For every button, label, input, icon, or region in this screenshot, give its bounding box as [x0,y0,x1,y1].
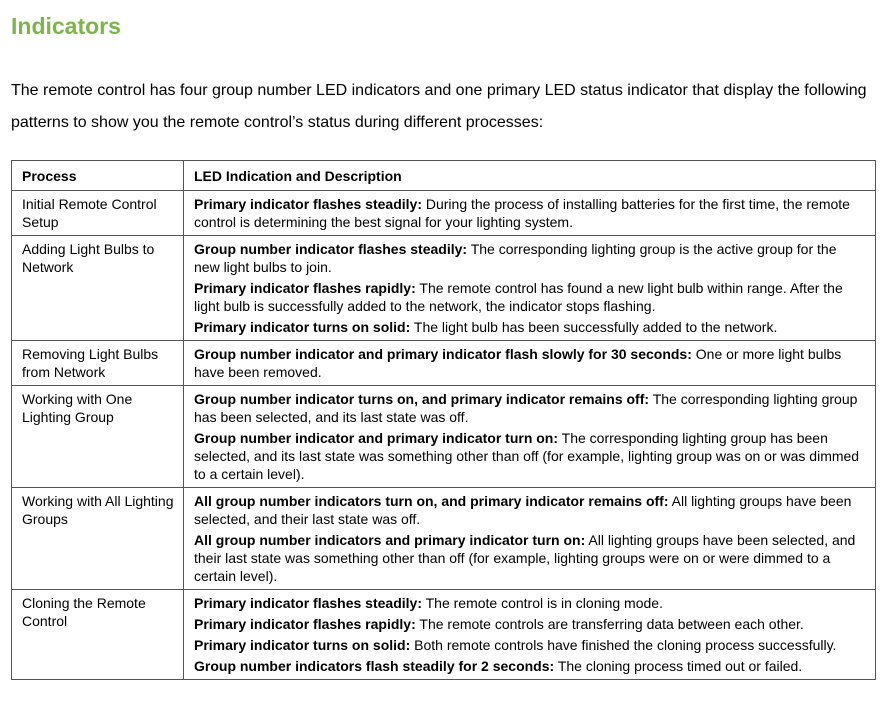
table-row [12,590,876,680]
indicator-pattern: Primary indicator flashes rapidly: [194,616,416,632]
table-row [12,191,876,236]
indicator-description: The remote controls are transferring data between each other. [415,616,804,632]
indicator-description: All lighting groups have been selected, and their last state was off. [194,493,852,527]
indicator-entry [194,492,866,528]
process-cell: Initial Remote Control Setup [12,191,184,236]
indicator-pattern: Group number indicators flash steadily for 2 seconds: [194,658,555,674]
indicator-pattern: All group number indicators and primary indicator turn on: [194,532,586,548]
indicator-description: During the process of installing batteries for the first time, the remote control is determining the best signal for your lighting system. [194,196,850,230]
description-cell [184,488,876,590]
indicator-entry [194,240,866,276]
indicator-description: One or more light bulbs have been removed. [194,346,842,380]
process-cell: Adding Light Bulbs to Network [12,236,184,341]
indicator-description: The cloning process timed out or failed. [554,658,803,674]
process-cell: Removing Light Bulbs from Network [12,341,184,386]
indicator-entry [194,531,866,585]
indicator-entry [194,318,866,336]
header-led-indication: LED Indication and Description [184,161,876,191]
indicator-pattern: Primary indicator turns on solid: [194,319,411,335]
indicator-entry [194,429,866,483]
process-cell: Working with One Lighting Group [12,386,184,488]
table-row [12,341,876,386]
table-row [12,236,876,341]
indicator-entry [194,657,866,675]
indicator-pattern: Primary indicator flashes steadily: [194,196,422,212]
indicator-pattern: Primary indicator flashes rapidly: [194,280,416,296]
indicator-pattern: Primary indicator flashes steadily: [194,595,422,611]
indicator-description: The light bulb has been successfully added to the network. [410,319,778,335]
indicator-pattern: Group number indicator and primary indicator turn on: [194,430,559,446]
indicator-pattern: Group number indicator turns on, and primary indicator remains off: [194,391,650,407]
description-cell [184,341,876,386]
indicator-description: The remote control has found a new light bulb within range. After the light bulb is successfully added to the network, the indicator stops flashing. [194,280,843,314]
indicator-entry [194,195,866,231]
indicator-entry [194,345,866,381]
indicator-entry [194,594,866,612]
indicator-description: Both remote controls have finished the cloning process successfully. [410,637,837,653]
indicator-description: The corresponding lighting group has been selected, and its last state was off. [194,391,858,425]
indicator-description: The corresponding lighting group is the active group for the new light bulbs to join. [194,241,837,275]
intro-paragraph: The remote control has four group number LED indicators and one primary LED status indicator that display the following patterns to show you the remote control’s status during different processes: [11,82,867,131]
description-cell [184,236,876,341]
indicator-entry [194,636,866,654]
process-cell: Working with All Lighting Groups [12,488,184,590]
indicator-description: The corresponding lighting group has been selected, and its last state was something other than off (for example, lighting group was on or was dimmed to a certain level). [194,430,860,482]
process-cell: Cloning the Remote Control [12,590,184,680]
indicator-entry [194,615,866,633]
header-process: Process [12,161,184,191]
description-cell [184,590,876,680]
description-cell [184,191,876,236]
indicator-pattern: Group number indicator and primary indicator flash slowly for 30 seconds: [194,346,692,362]
table-row [12,488,876,590]
indicators-table [11,160,876,680]
table-header-row [12,161,876,191]
table-row [12,386,876,488]
indicator-pattern: Group number indicator flashes steadily: [194,241,468,257]
indicator-pattern: Primary indicator turns on solid: [194,637,411,653]
page-title: Indicators [11,13,121,39]
indicator-description: The remote control is in cloning mode. [421,595,663,611]
description-cell [184,386,876,488]
indicator-pattern: All group number indicators turn on, and primary indicator remains off: [194,493,669,509]
indicator-description: All lighting groups have been selected, and their last state was something other than off (for example, lighting groups were on or were dimmed to a certain level). [194,532,856,584]
indicator-entry [194,279,866,315]
indicator-entry [194,390,866,426]
